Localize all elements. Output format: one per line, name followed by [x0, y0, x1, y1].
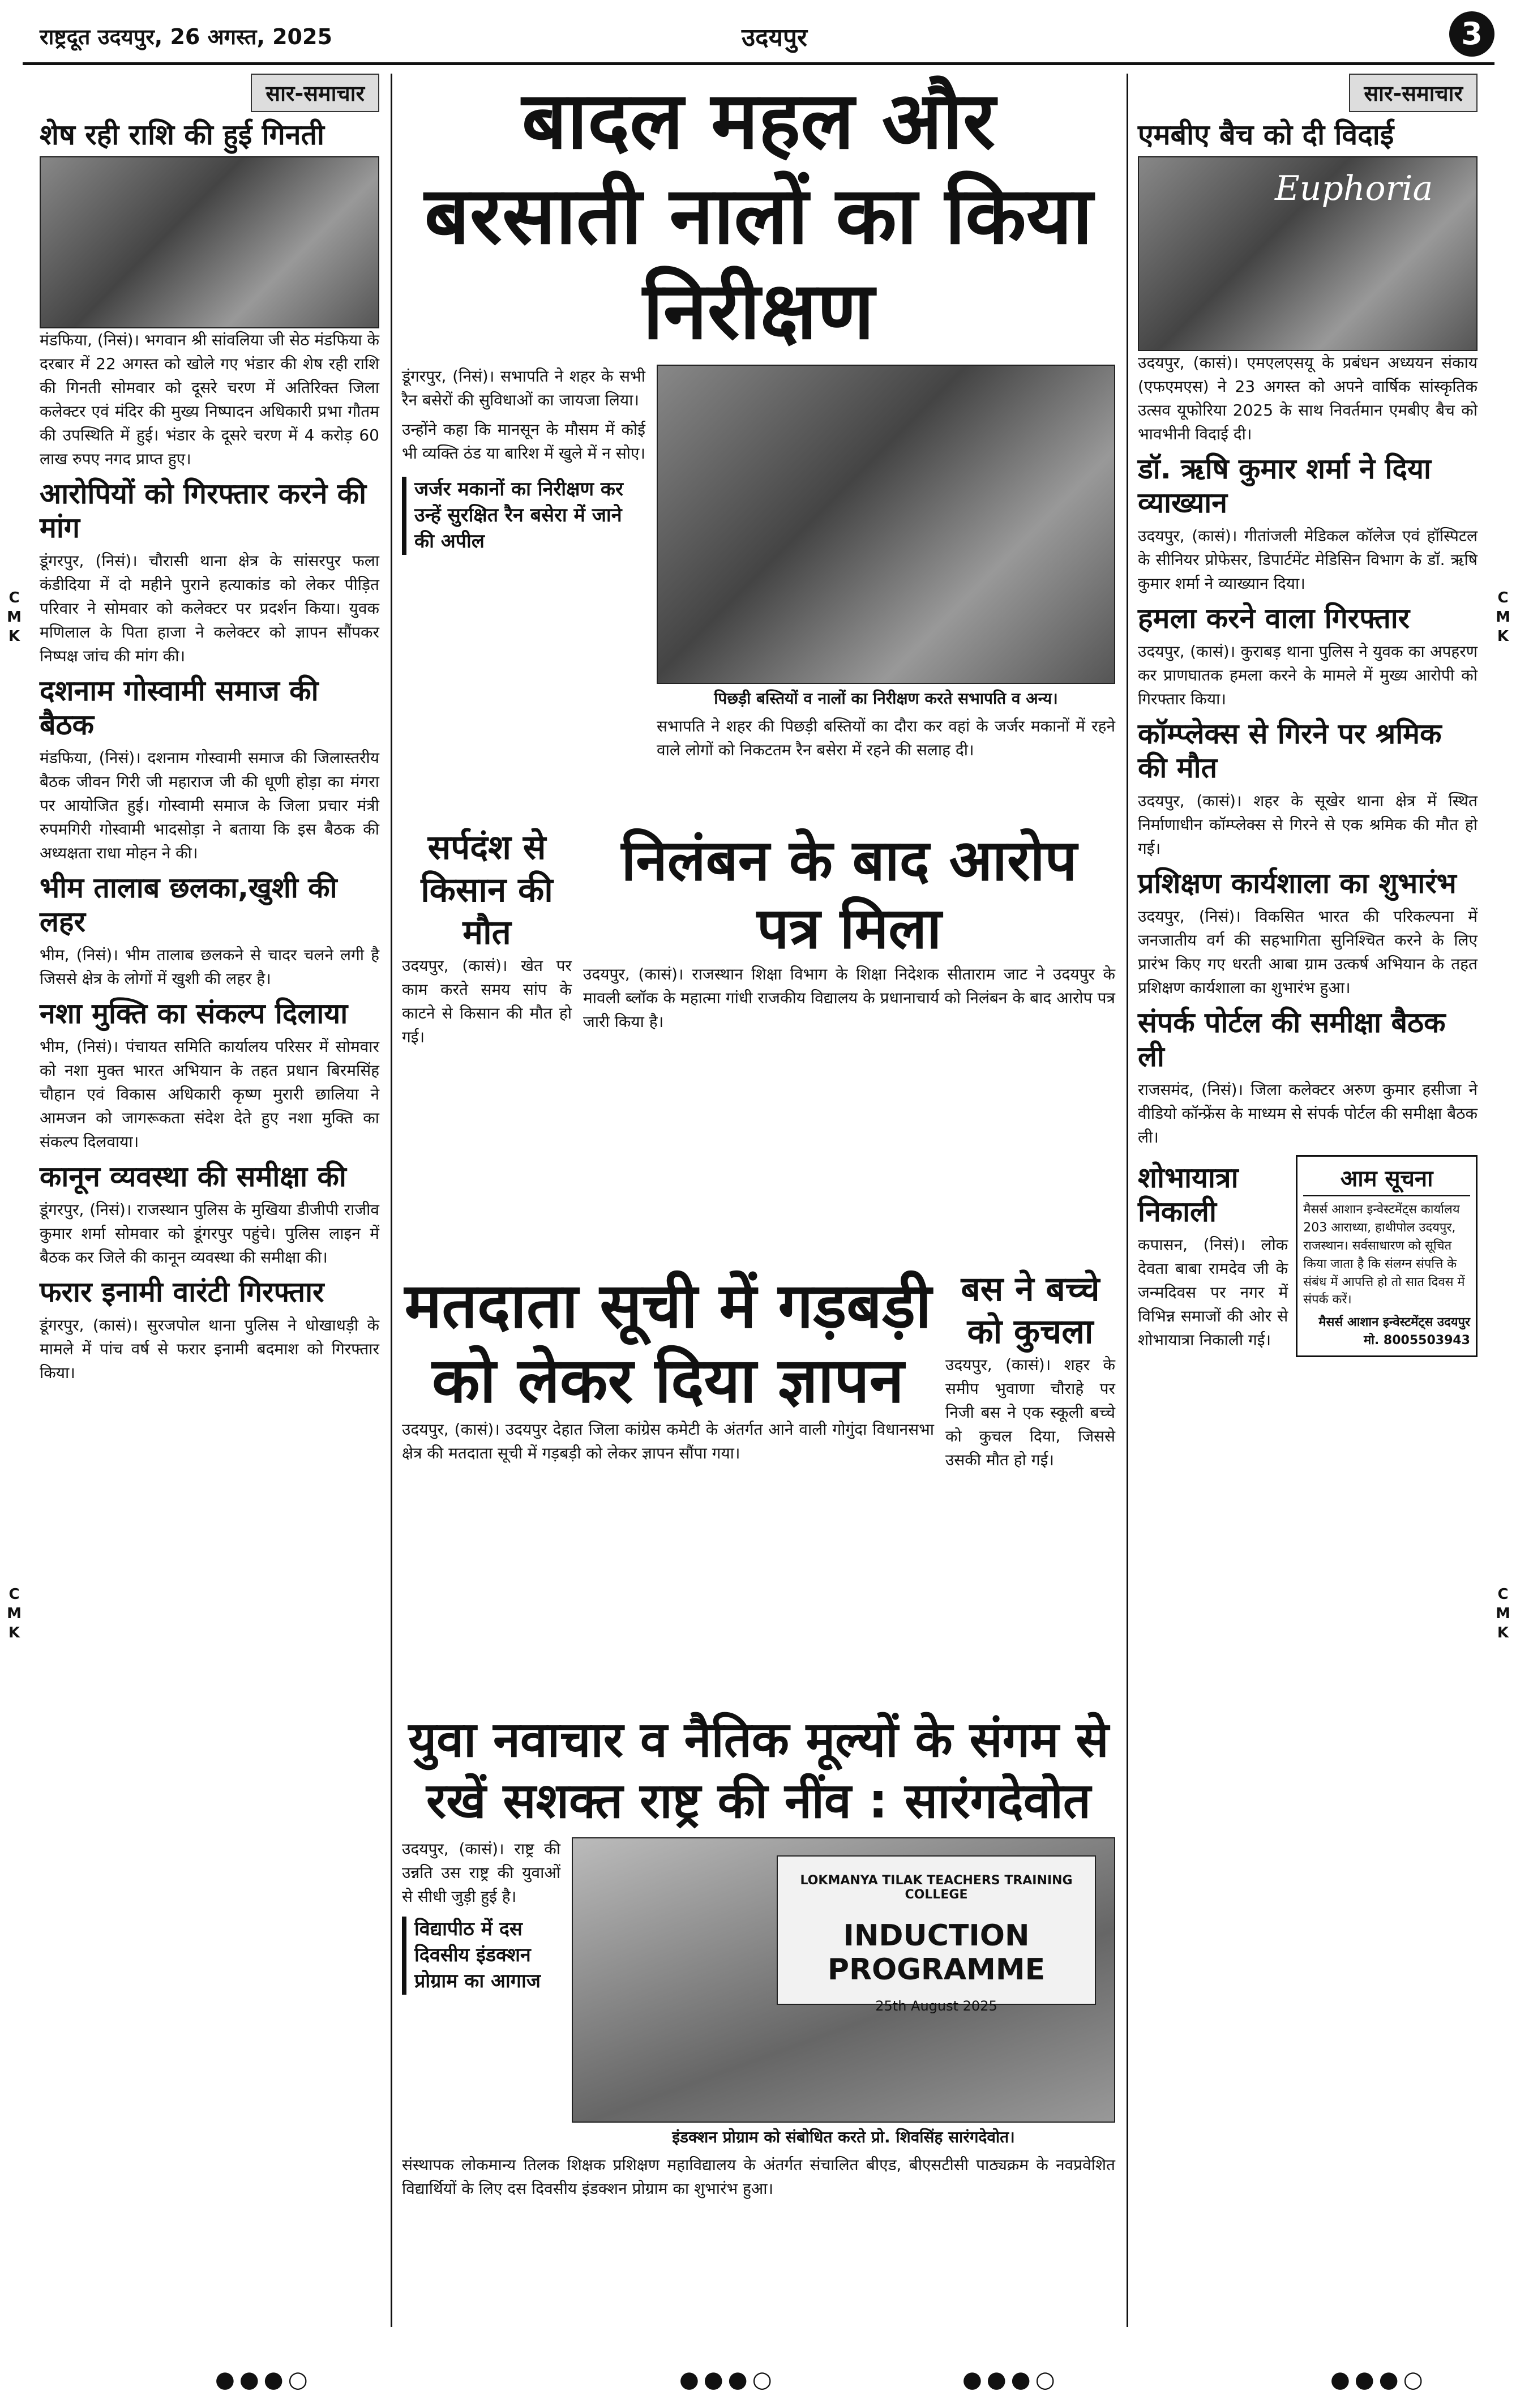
bus-accident-story	[945, 1268, 1115, 1472]
inspection-photo	[657, 365, 1115, 684]
story-body: भीम, (निसं)। पंचायत समिति कार्यालय परिसर में सोमवार को नशा मुक्त भारत अभियान के तहत प्रधान बिरमसिंह चौहान एवं विकास अधिकारी कृष्ण मुरारी छालिया ने आमजन को जागरूकता संदेश देते हुए नशा मुक्ति का संकल्प दिलवाया।	[40, 1037, 379, 1151]
story-body: उदयपुर, (निसं)। विकसित भारत की परिकल्पना में जनजातीय वर्ग की सहभागिता सुनिश्चित करने के लिए प्रारंभ किए गए धरती आबा ग्राम उत्कर्ष अभियान के तहत प्रशिक्षण कार्यशाला का शुभारंभ हुआ।	[1138, 907, 1478, 997]
left-news-column	[40, 74, 379, 2327]
cmk-marker-left-1: C M K	[7, 589, 22, 645]
story-body: उदयपुर, (कासं)। राष्ट्र की उन्नति उस राष्ट्र की युवाओं से सीधी जुड़ी हुई है।	[402, 1840, 560, 1906]
page-number: 3	[1449, 11, 1494, 57]
event-banner	[777, 1855, 1096, 2014]
cmk-marker-left-2: C M K	[7, 1586, 22, 1641]
lead-story	[402, 74, 1115, 762]
story-headline: भीम तालाब छलका,खुशी की लहर	[40, 871, 337, 938]
photo-caption: इंडक्शन प्रोग्राम को संबोधित करते प्रो. शिवसिंह सारंगदेवोत।	[672, 2128, 1015, 2146]
story-headline: सर्पदंश से किसान की मौत	[421, 828, 553, 952]
story-body: उन्होंने कहा कि मानसून के मौसम में कोई भी व्यक्ति ठंड या बारिश में खुले में न सोए।	[402, 420, 645, 463]
story-headline: आरोपियों को गिरफ्तार करने की मांग	[40, 477, 367, 544]
story-body: उदयपुर, (कासं)। शहर के सूखेर थाना क्षेत्र में स्थित निर्माणाधीन कॉम्प्लेक्स से गिरने से एक श्रमिक की मौत हो गई।	[1138, 792, 1478, 858]
story-headline: कानून व्यवस्था की समीक्षा की	[40, 1160, 346, 1193]
cmk-marker-right-2: C M K	[1496, 1586, 1510, 1641]
story-body: राजसमंद, (निसं)। जिला कलेक्टर अरुण कुमार हसीजा ने वीडियो कॉन्फ्रेंस के माध्यम से संपर्क पोर्टल की समीक्षा बैठक ली।	[1138, 1080, 1478, 1147]
story-headline: शोभायात्रा निकाली	[1138, 1161, 1239, 1228]
suspension-story	[583, 827, 1115, 1034]
photo-caption: पिछड़ी बस्तियों व नालों का निरीक्षण करते सभापति व अन्य।	[714, 689, 1058, 708]
column-divider	[1127, 74, 1128, 2327]
banner-date: 25th August 2025	[875, 1998, 997, 2014]
registration-dots: ●●●○	[1330, 2367, 1428, 2393]
story-headline: डॉ. ऋषि कुमार शर्मा ने दिया व्याख्यान	[1138, 452, 1431, 519]
induction-photo	[572, 1837, 1115, 2123]
story-headline: कॉम्प्लेक्स से गिरने पर श्रमिक की मौत	[1138, 717, 1442, 784]
cmk-marker-right-1: C M K	[1496, 589, 1510, 645]
notice-signature: मैसर्स आशान इन्वेस्टमेंट्स उदयपुर मो. 8005503943	[1318, 1315, 1470, 1348]
story-body: उदयपुर, (कासं)। गीतांजली मेडिकल कॉलेज एवं हॉस्पिटल के सीनियर प्रोफेसर, डिपार्टमेंट मेडिसिन विभाग के डॉ. ऋषि कुमार शर्मा ने व्याख्यान दिया।	[1138, 527, 1478, 593]
right-news-column	[1138, 74, 1478, 2327]
farewell-photo	[1138, 156, 1478, 351]
photo-banner-text: Euphoria	[1275, 169, 1433, 208]
page-header	[23, 11, 1494, 65]
section-title: उदयपुर	[742, 23, 807, 52]
column-divider	[391, 74, 392, 2327]
story-headline: हमला करने वाला गिरफ्तार	[1138, 602, 1410, 635]
story-headline: नशा मुक्ति का संकल्प दिलाया	[40, 997, 348, 1030]
story-headline: युवा नवाचार व नैतिक मूल्यों के संगम से रखें सशक्त राष्ट्र की नींव : सारंगदेवोत	[408, 1712, 1109, 1829]
story-headline: मतदाता सूची में गड़बड़ी को लेकर दिया ज्ञापन	[404, 1269, 932, 1417]
story-body: डूंगरपुर, (कासं)। सुरजपोल थाना पुलिस ने धोखाधड़ी के मामले में पांच वर्ष से फरार इनामी बदमाश को गिरफ्तार किया।	[40, 1316, 379, 1382]
summary-news-badge: सार-समाचार	[1349, 74, 1478, 112]
story-body: उदयपुर, (कासं)। उदयपुर देहात जिला कांग्रेस कमेटी के अंतर्गत आने वाली गोगुंदा विधानसभा क्षेत्र की मतदाता सूची में गड़बड़ी को लेकर ज्ञापन सौंपा गया।	[402, 1420, 934, 1462]
story-body: डूंगरपुर, (निसं)। सभापति ने शहर के सभी रैन बसेरों की सुविधाओं का जायजा लिया।	[402, 367, 645, 409]
pull-quote: जर्जर मकानों का निरीक्षण कर उन्हें सुरक्षित रैन बसेरा में जाने की अपील	[402, 477, 645, 555]
story-body: उदयपुर, (कासं)। कुराबड़ थाना पुलिस ने युवक का अपहरण कर प्राणघातक हमला करने के मामले में मुख्य आरोपी को गिरफ्तार किया।	[1138, 642, 1478, 708]
story-body: उदयपुर, (कासं)। शहर के समीप भुवाणा चौराहे पर निजी बस ने एक स्कूली बच्चे को कुचल दिया, जिससे उसकी मौत हो गई।	[945, 1355, 1115, 1469]
story-headline: प्रशिक्षण कार्यशाला का शुभारंभ	[1138, 867, 1457, 900]
notice-title: आम सूचना	[1303, 1162, 1470, 1196]
notice-body: मैसर्स आशान इन्वेस्टमेंट्स कार्यालय 203 आराध्या, हाथीपोल उदयपुर, राजस्थान। सर्वसाधारण को सूचित किया जाता है कि संलग्न संपत्ति के संबंध में आपत्ति हो तो सात दिवस में संपर्क करें।	[1303, 1203, 1465, 1307]
story-headline: फरार इनामी वारंटी गिरफ्तार	[40, 1276, 324, 1308]
pull-quote: विद्यापीठ में दस दिवसीय इंडक्शन प्रोग्राम का आगाज	[402, 1917, 560, 1995]
story-headline: दशनाम गोस्वामी समाज की बैठक	[40, 674, 319, 741]
story-body: भीम, (निसं)। भीम तालाब छलकने से चादर चलने लगी है जिससे क्षेत्र के लोगों में खुशी की लहर है।	[40, 946, 379, 988]
story-body: उदयपुर, (कासं)। राजस्थान शिक्षा विभाग के शिक्षा निदेशक सीताराम जाट ने उदयपुर के मावली ब्लॉक के महात्मा गांधी राजकीय विद्यालय के प्रधानाचार्य को निलंबन के बाद आरोप पत्र जारी किया है।	[583, 965, 1115, 1031]
registration-dots: ●●●○	[962, 2367, 1060, 2393]
story-headline: एमबीए बैच को दी विदाई	[1138, 118, 1394, 151]
summary-news-badge: सार-समाचार	[251, 74, 379, 112]
voter-list-story	[402, 1268, 934, 1465]
snakebite-story	[402, 827, 572, 1049]
edition-dateline: राष्ट्रदूत उदयपुर, 26 अगस्त, 2025	[40, 24, 332, 49]
lead-headline: बादल महल और बरसाती नालों का किया निरीक्षण	[424, 75, 1093, 357]
story-body: संस्थापक लोकमान्य तिलक शिक्षक प्रशिक्षण महाविद्यालय के अंतर्गत संचालित बीएड, बीएसटीसी पाठ्यक्रम के नवप्रवेशित विद्यार्थियों के लिए दस दिवसीय इंडक्शन प्रोग्राम का शुभारंभ हुआ।	[402, 2155, 1115, 2198]
induction-story	[402, 1710, 1115, 2201]
story-body: डूंगरपुर, (निसं)। चौरासी थाना क्षेत्र के सांसरपुर फला कंडीदिया में दो महीने पुराने हत्याकांड को लेकर पीड़ित परिवार ने सोमवार को कलेक्टर पर प्रदर्शन किया। युवक मणिलाल के पिता हाजा ने कलेक्टर को ज्ञापन सौंपकर निष्पक्ष जांच की मांग की।	[40, 551, 379, 665]
registration-dots: ●●●○	[215, 2367, 312, 2393]
story-headline: बस ने बच्चे को कुचला	[961, 1269, 1100, 1351]
story-headline: संपर्क पोर्टल की समीक्षा बैठक ली	[1138, 1006, 1446, 1073]
story-body: मंडफिया, (निसं)। दशनाम गोस्वामी समाज की जिलास्तरीय बैठक जीवन गिरी जी महाराज जी की धूणी होड़ा का मंगरा पर आयोजित हुई। गोस्वामी समाज के जिला प्रचार मंत्री रुपमगिरी गोस्वामी भादसोड़ा ने बताया कि इस बैठक की अध्यक्षता राधा मोहन ने की।	[40, 749, 379, 862]
registration-dots: ●●●○	[679, 2367, 777, 2393]
story-headline: शेष रही राशि की हुई गिनती	[40, 118, 324, 151]
story-headline: निलंबन के बाद आरोप पत्र मिला	[621, 827, 1077, 961]
story-body: उदयपुर, (कासं)। खेत पर काम करते समय सांप के काटने से किसान की मौत हो गई।	[402, 956, 572, 1046]
banner-title: INDUCTION PROGRAMME	[827, 1919, 1046, 1987]
story-body: कपासन, (निसं)। लोक देवता बाबा रामदेव जी के जन्मदिवस पर नगर में विभिन्न समाजों की ओर से शोभायात्रा निकाली गई।	[1138, 1235, 1288, 1349]
story-body: मंडफिया, (निसं)। भगवान श्री सांवलिया जी सेठ मंडफिया के दरबार में 22 अगस्त को खोले गए भंडार की शेष रही राशि की गिनती सोमवार को दूसरे चरण में अतिरिक्त जिला कलेक्टर एवं मंदिर की मुख्य निष्पादन अधिकारी प्रभा गौतम की उपस्थिति में हुई। भंडार के दूसरे चरण में 4 करोड़ 60 लाख रुपए नगद प्राप्त हुए।	[40, 331, 379, 468]
story-body: सभापति ने शहर की पिछड़ी बस्तियों का दौरा कर वहां के जर्जर मकानों में रहने वाले लोगों को निकटतम रैन बसेरा में रहने की सलाह दी।	[657, 717, 1115, 759]
public-notice	[1296, 1155, 1478, 1357]
banner-line: LOKMANYA TILAK TEACHERS TRAINING COLLEGE	[800, 1874, 1073, 1902]
story-body: डूंगरपुर, (निसं)। राजस्थान पुलिस के मुखिया डीजीपी राजीव कुमार शर्मा सोमवार को डूंगरपुर पहुंचे। पुलिस लाइन में बैठक कर जिले की कानून व्यवस्था की समीक्षा की।	[40, 1200, 379, 1267]
story-body: उदयपुर, (कासं)। एमएलएसयू के प्रबंधन अध्ययन संकाय (एफएमएस) ने 23 अगस्त को अपने वार्षिक सांस्कृतिक उत्सव यूफोरिया 2025 के साथ निवर्तमान एमबीए बैच को भावभीनी विदाई दी।	[1138, 353, 1478, 443]
story-photo	[40, 156, 379, 328]
